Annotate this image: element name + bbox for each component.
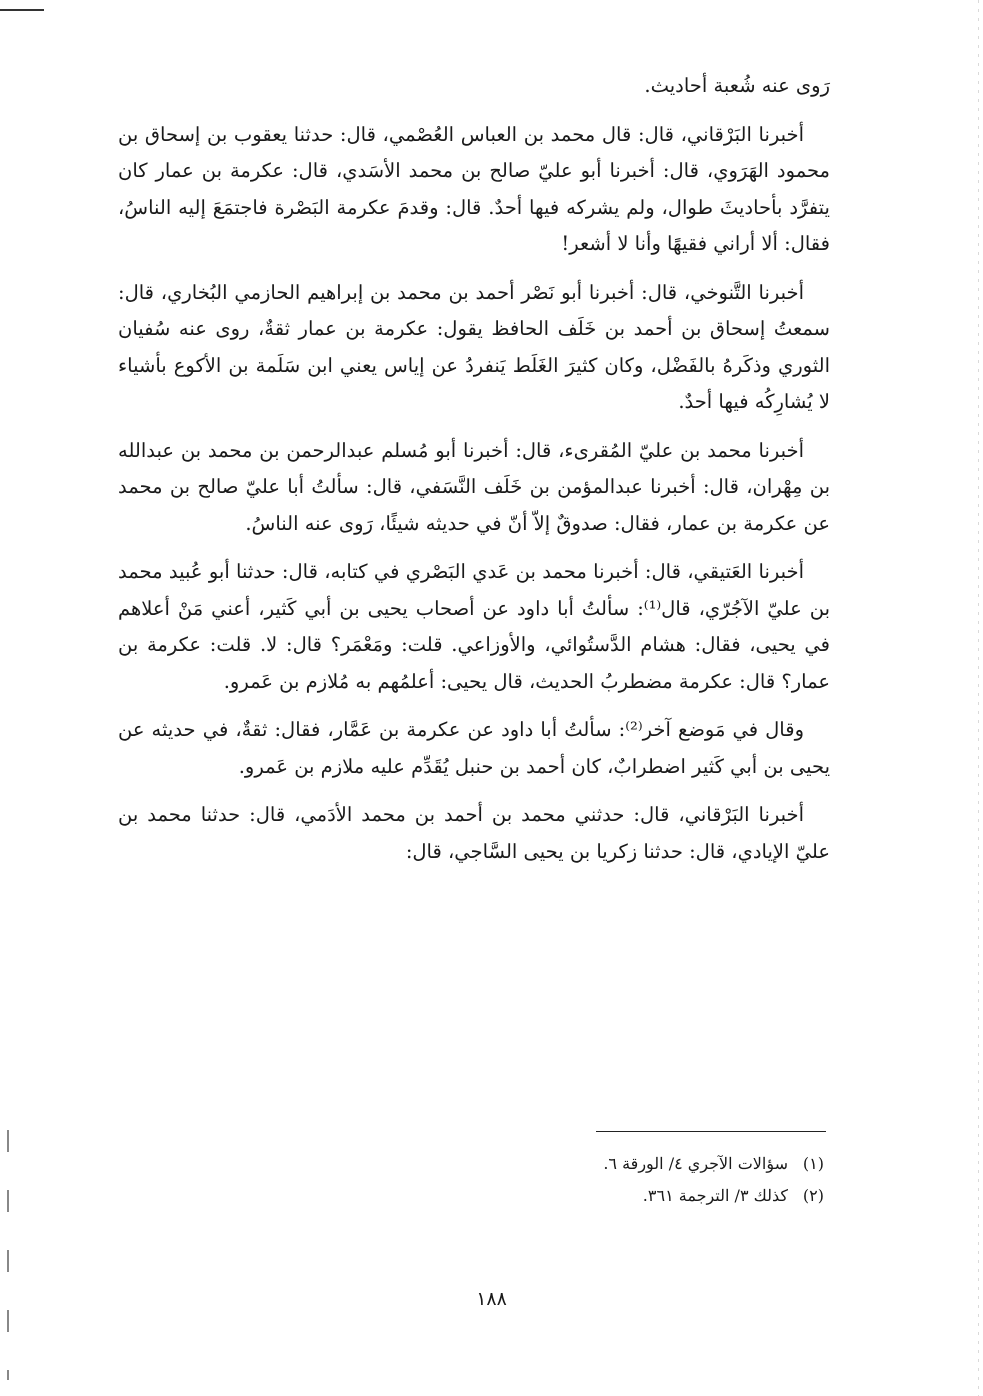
paragraph-7: أخبرنا البَرْقاني، قال: حدثني محمد بن أحمد بن محمد الأدَمي، قال: حدثنا محمد بن عليّ الإيادي، قال: حدثنا زكريا بن يحيى السَّاجي، قال:	[118, 803, 830, 863]
footnote-number: (١)	[802, 1154, 824, 1173]
main-text	[118, 68, 830, 882]
scan-edge-right	[978, 0, 979, 1396]
paragraph-3: أخبرنا التَّنوخي، قال: أخبرنا أبو نَصْر أحمد بن محمد بن إبراهيم الحازمي البُخاري، قال: سمعتُ إسحاق بن أحمد بن خَلَف الحافظ يقول: عكرمة بن عمار ثقةٌ، روى عنه سُفيان الثوري وذكَرهُ بالفَضْل، وكان كثيرَ الغَلَط يَنفردُ عن إياس يعني ابن سَلَمة بن الأكوع بأشياء لا يُشارِكُه فيها أحدٌ.	[118, 280, 830, 413]
paragraph-4: أخبرنا محمد بن عليّ المُقرىء، قال: أخبرنا أبو مُسلم عبدالرحمن بن محمد بن عبدالله بن مِهْران، قال: أخبرنا عبدالمؤمن بن خَلَف النَّسَفي، قال: سألتُ أبا عليّ صالح بن محمد عن عكرمة بن عمار، فقال: صدوقٌ إلاّ أنّ في حديثه شيئًا، رَوى عنه الناسُ.	[118, 438, 830, 535]
paragraph-2: أخبرنا البَرْقاني، قال: قال محمد بن العباس العُصْمي، قال: حدثنا يعقوب بن إسحاق بن محمود الهَرَوي، قال: أخبرنا أبو عليّ صالح بن محمد الأسَدي، قال: عكرمة بن عمار كان يتفرَّد بأحاديثَ طوال، ولم يشركه فيها أحدٌ. قال: وقدمَ عكرمة البَصْرة فاجتمَعَ إليه الناسُ، فقال: ألا أراني فقيهًا وأنا لا أشعر!	[118, 122, 830, 255]
scan-edge-left	[7, 1130, 9, 1380]
page-number: ١٨٨	[476, 1288, 507, 1310]
footnotes	[400, 1148, 824, 1212]
footnote-text: سؤالات الآجري ٤/ الورقة ٦.	[603, 1154, 788, 1173]
paragraph-6: وقال في مَوضع آخر⁽²⁾: سألتُ أبا داود عن عكرمة بن عَمَّار، فقال: ثقةٌ، في حديثه عن يحيى بن أبي كَثير اضطرابٌ، كان أحمد بن حنبل يُقَدِّم عليه ملازم بن عَمرو.	[118, 718, 830, 778]
footnote-separator	[596, 1131, 826, 1132]
footnote-2	[400, 1180, 824, 1212]
footnote-number: (٢)	[802, 1186, 824, 1205]
scan-corner-mark	[0, 9, 44, 11]
paragraph-5: أخبرنا العَتيقي، قال: أخبرنا محمد بن عَدي البَصْري في كتابه، قال: حدثنا أبو عُبيد محمد بن عليّ الآجُرّي، قال⁽¹⁾: سألتُ أبا داود عن أصحاب يحيى بن أبي كَثير، أعني مَنْ أعلاهم في يحيى، فقال: هشام الدَّستُوائي، والأوزاعي. قلت: ومَعْمَر؟ قال: لا. قلت: عكرمة بن عمار؟ قال: عكرمة مضطربُ الحديث، قال يحيى: أعلمُهم به مُلازم بن عَمرو.	[118, 560, 830, 693]
paragraph-1: رَوى عنه شُعبة أحاديث.	[644, 74, 830, 97]
footnote-1	[400, 1148, 824, 1180]
footnote-text: كذلك ٣/ الترجمة ٣٦١.	[642, 1186, 788, 1205]
